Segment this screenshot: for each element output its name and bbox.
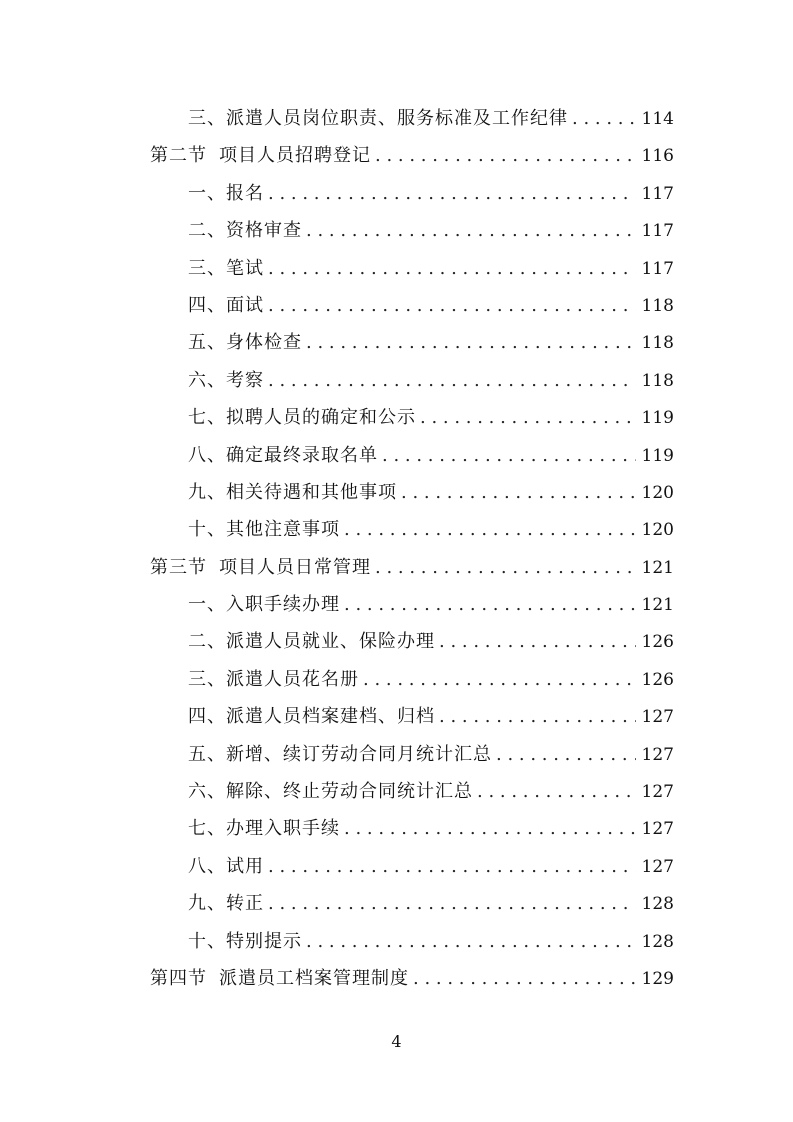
- toc-item-row[interactable]: [150, 212, 674, 249]
- toc-entry-text: 八、试用: [188, 855, 264, 877]
- toc-section-row[interactable]: [150, 960, 674, 997]
- toc-dot-leader: [420, 399, 636, 436]
- toc-entry-text: 六、解除、终止劳动合同统计汇总: [188, 781, 473, 803]
- toc-entry-text: 四、面试: [188, 294, 264, 316]
- toc-entry-title: [188, 437, 378, 474]
- toc-dot-leader: [413, 960, 636, 997]
- toc-page-number: 127: [641, 782, 674, 803]
- toc-page-number: 119: [641, 408, 674, 429]
- toc-page-number: 118: [641, 333, 674, 354]
- toc-page-number: 118: [641, 295, 674, 316]
- toc-section-label: 第二节: [150, 145, 207, 167]
- toc-section-row[interactable]: [150, 549, 674, 586]
- toc-page-number: 121: [641, 595, 674, 616]
- toc-entry-title: [188, 474, 397, 511]
- toc-item-row[interactable]: [150, 923, 674, 960]
- toc-dot-leader: [268, 885, 636, 922]
- toc-entry-text: 项目人员招聘登记: [219, 145, 371, 167]
- toc-entry-title: [188, 736, 492, 773]
- page-number: 4: [391, 1032, 402, 1051]
- toc-entry-text: 九、转正: [188, 893, 264, 915]
- toc-entry-text: 十、特别提示: [188, 930, 302, 952]
- toc-item-row[interactable]: [150, 586, 674, 623]
- toc-entry-title: [188, 175, 264, 212]
- toc-dot-leader: [344, 586, 636, 623]
- toc-item-row[interactable]: [150, 736, 674, 773]
- toc-section-label: 第四节: [150, 967, 207, 989]
- toc-dot-leader: [344, 810, 636, 847]
- toc-item-row[interactable]: [150, 362, 674, 399]
- toc-item-row[interactable]: [150, 175, 674, 212]
- toc-page-number: 119: [641, 445, 674, 466]
- toc-item-row[interactable]: [150, 100, 674, 137]
- toc-entry-title: [188, 698, 435, 735]
- toc-page-number: 114: [641, 109, 674, 129]
- toc-page-number: 117: [641, 258, 674, 279]
- toc-page-number: 128: [641, 931, 674, 952]
- toc-page-number: 116: [641, 146, 674, 167]
- toc-page-number: 120: [641, 482, 674, 503]
- toc-entry-text: 五、新增、续订劳动合同月统计汇总: [188, 743, 492, 765]
- toc-item-row[interactable]: [150, 698, 674, 735]
- toc-item-row[interactable]: [150, 399, 674, 436]
- toc-entry-title: [188, 399, 416, 436]
- toc-entry-title: [150, 137, 371, 174]
- toc-dot-leader: [268, 362, 636, 399]
- toc-dot-leader: [401, 474, 636, 511]
- toc-dot-leader: [268, 250, 636, 287]
- toc-item-row[interactable]: [150, 511, 674, 548]
- toc-entry-title: [188, 848, 264, 885]
- toc-entry-text: 八、确定最终录取名单: [188, 444, 378, 466]
- toc-entry-title: [188, 661, 359, 698]
- toc-dot-leader: [572, 100, 636, 137]
- toc-entry-text: 一、入职手续办理: [188, 594, 340, 616]
- toc-entry-text: 三、笔试: [188, 257, 264, 279]
- toc-item-row[interactable]: [150, 250, 674, 287]
- toc-entry-title: [188, 511, 340, 548]
- toc-entry-text: 六、考察: [188, 369, 264, 391]
- toc-item-row[interactable]: [150, 623, 674, 660]
- toc-entry-title: [150, 549, 371, 586]
- toc-entry-text: 九、相关待遇和其他事项: [188, 481, 397, 503]
- toc-page-number: 121: [641, 557, 674, 578]
- toc-entry-title: [188, 362, 264, 399]
- toc-page-number: 117: [641, 221, 674, 242]
- toc-dot-leader: [268, 848, 636, 885]
- toc-item-row[interactable]: [150, 885, 674, 922]
- toc-page-number: 126: [641, 632, 674, 653]
- toc-dot-leader: [268, 287, 636, 324]
- table-of-contents: [150, 100, 674, 997]
- toc-page-number: 127: [641, 819, 674, 840]
- toc-entry-text: 二、派遣人员就业、保险办理: [188, 631, 435, 653]
- toc-dot-leader: [268, 175, 636, 212]
- toc-dot-leader: [306, 324, 636, 361]
- toc-dot-leader: [477, 773, 636, 810]
- toc-dot-leader: [306, 923, 636, 960]
- toc-entry-text: 三、派遣人员岗位职责、服务标准及工作纪律: [188, 108, 568, 129]
- toc-dot-leader: [363, 661, 636, 698]
- toc-item-row[interactable]: [150, 324, 674, 361]
- toc-entry-title: [188, 623, 435, 660]
- toc-page-number: 127: [641, 707, 674, 728]
- toc-dot-leader: [382, 437, 636, 474]
- toc-item-row[interactable]: [150, 810, 674, 847]
- toc-entry-text: 派遣员工档案管理制度: [219, 967, 409, 989]
- toc-page-number: 118: [641, 370, 674, 391]
- toc-entry-title: [188, 212, 302, 249]
- toc-page-number: 127: [641, 744, 674, 765]
- toc-entry-text: 三、派遣人员花名册: [188, 668, 359, 690]
- toc-page-number: 126: [641, 669, 674, 690]
- toc-section-label: 第三节: [150, 556, 207, 578]
- toc-entry-title: [188, 100, 568, 137]
- toc-page-number: 129: [641, 968, 674, 989]
- toc-dot-leader: [344, 511, 636, 548]
- toc-item-row[interactable]: [150, 474, 674, 511]
- toc-dot-leader: [375, 137, 636, 174]
- toc-page-number: 128: [641, 894, 674, 915]
- toc-entry-text: 十、其他注意事项: [188, 519, 340, 541]
- toc-entry-text: 七、拟聘人员的确定和公示: [188, 407, 416, 429]
- toc-dot-leader: [439, 623, 636, 660]
- toc-entry-text: 一、报名: [188, 182, 264, 204]
- toc-item-row[interactable]: [150, 661, 674, 698]
- toc-page-number: 127: [641, 856, 674, 877]
- toc-page-number: 120: [641, 520, 674, 541]
- toc-entry-title: [188, 773, 473, 810]
- toc-entry-title: [188, 250, 264, 287]
- toc-entry-title: [150, 960, 409, 997]
- toc-entry-title: [188, 885, 264, 922]
- toc-entry-text: 二、资格审查: [188, 220, 302, 242]
- toc-entry-text: 七、办理入职手续: [188, 818, 340, 840]
- toc-dot-leader: [439, 698, 636, 735]
- toc-item-row[interactable]: [150, 437, 674, 474]
- toc-item-row[interactable]: [150, 773, 674, 810]
- toc-section-row[interactable]: [150, 137, 674, 174]
- toc-entry-text: 四、派遣人员档案建档、归档: [188, 706, 435, 728]
- toc-entry-title: [188, 324, 302, 361]
- toc-item-row[interactable]: [150, 848, 674, 885]
- toc-dot-leader: [496, 736, 636, 773]
- toc-entry-text: 五、身体检查: [188, 332, 302, 354]
- toc-entry-title: [188, 586, 340, 623]
- toc-entry-title: [188, 810, 340, 847]
- toc-dot-leader: [306, 212, 636, 249]
- toc-entry-title: [188, 923, 302, 960]
- toc-dot-leader: [375, 549, 636, 586]
- toc-entry-title: [188, 287, 264, 324]
- toc-item-row[interactable]: [150, 287, 674, 324]
- toc-entry-text: 项目人员日常管理: [219, 556, 371, 578]
- toc-page-number: 117: [641, 183, 674, 204]
